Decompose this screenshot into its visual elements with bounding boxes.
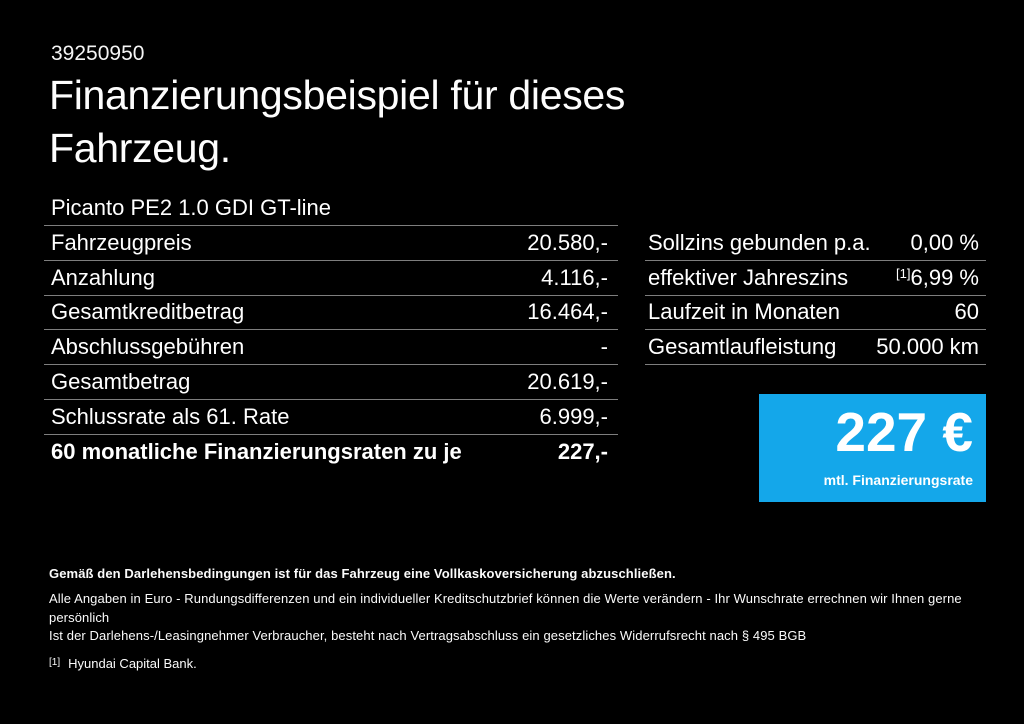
page-title-line-1: Finanzierungsbeispiel für dieses <box>49 72 626 118</box>
insurance-note: Gemäß den Darlehensbedingungen ist für das Fahrzeug eine Vollkaskoversicherung abzuschließen. <box>49 566 676 581</box>
table-row <box>645 330 986 365</box>
row-label: Gesamtbetrag <box>51 369 191 395</box>
row-label: Anzahlung <box>51 264 155 290</box>
doc-number: 39250950 <box>51 42 145 65</box>
row-value: 0,00 % <box>910 229 979 255</box>
row-label: Gesamtlaufleistung <box>648 334 837 360</box>
monthly-rate-amount: 227 € <box>835 401 973 463</box>
table-row <box>44 296 618 331</box>
row-label: Abschlussgebühren <box>51 334 245 360</box>
table-row: effektiver Jahreszins [1] 6,99 % <box>645 261 986 296</box>
row-value: 20.580,- <box>527 229 608 255</box>
row-value: 6.999,- <box>539 403 608 429</box>
row-value: 20.619,- <box>527 369 608 395</box>
row-value: 16.464,- <box>527 299 608 325</box>
row-label: Laufzeit in Monaten <box>648 299 841 325</box>
disclaimer-line-2: Ist der Darlehens-/Leasingnehmer Verbraucher, besteht nach Vertragsabschluss ein gesetzliches Widerrufsrecht nach § 495 BGB <box>49 628 807 643</box>
conditions-table-rows <box>645 226 986 365</box>
conditions-table <box>645 226 986 365</box>
table-row <box>44 435 618 470</box>
table-row <box>645 226 986 261</box>
table-row <box>44 365 618 400</box>
row-value: 50.000 km <box>876 334 979 360</box>
monthly-rate-box <box>759 394 986 502</box>
disclaimer-line-1: Alle Angaben in Euro - Rundungsdifferenzen und ein individueller Kreditschutzbrief können die Werte verändern - Ihr Wunschrate errechnen wir Ihnen gerne persönlich <box>49 591 962 625</box>
table-row <box>44 400 618 435</box>
footnote-text: Hyundai Capital Bank. <box>68 655 197 671</box>
row-value: 6,99 % <box>910 264 979 290</box>
row-label: Gesamtkreditbetrag <box>51 299 245 325</box>
row-value: 227,- <box>557 439 608 465</box>
page-title-line-2: Fahrzeug. <box>49 125 231 171</box>
row-label: 60 monatliche Finanzierungsraten zu je <box>51 439 462 465</box>
vehicle-model-heading: Picanto PE2 1.0 GDI GT-line <box>44 190 618 226</box>
row-value: 60 <box>954 299 979 325</box>
finance-table <box>44 190 618 470</box>
footnote-marker: [1] <box>49 656 61 668</box>
row-label: Sollzins gebunden p.a. <box>648 229 871 255</box>
disclaimer-text <box>49 590 989 646</box>
footnote <box>49 655 989 674</box>
table-row <box>645 296 986 331</box>
row-value: 4.116,- <box>541 264 608 290</box>
row-label: Schlussrate als 61. Rate <box>51 403 290 429</box>
row-label: Fahrzeugpreis <box>51 229 192 255</box>
table-row <box>44 226 618 261</box>
row-value: - <box>600 334 608 360</box>
footer-notes <box>49 565 989 674</box>
table-row <box>44 330 618 365</box>
monthly-rate-caption: mtl. Finanzierungsrate <box>823 472 973 488</box>
finance-table-rows <box>44 226 618 470</box>
page-title <box>49 69 625 175</box>
row-label: effektiver Jahreszins <box>648 264 849 290</box>
table-row <box>44 261 618 296</box>
